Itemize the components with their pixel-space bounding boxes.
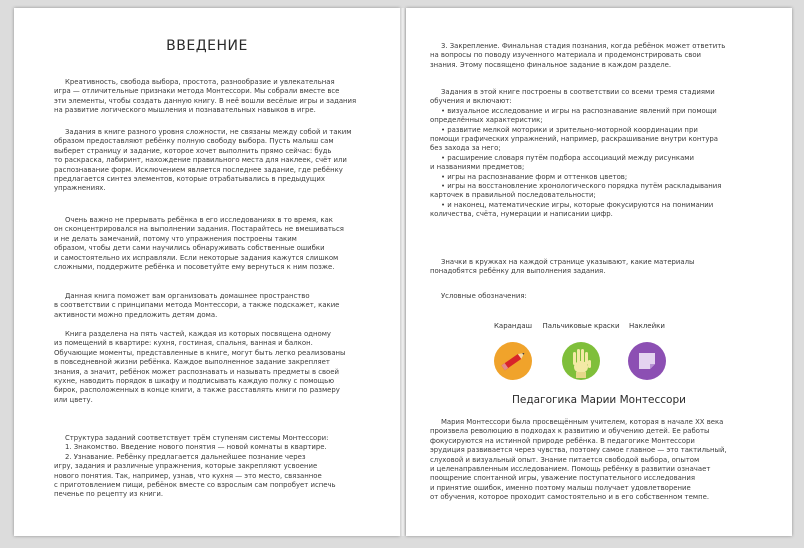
sticker-icon [628,342,666,380]
structure-paragraph: Структура заданий соответствует трём ступеням системы Монтессори: 1. Знакомство. Введение нового понятия — новой комнаты в квартире. 2. Узнавание. Ребёнку предлагается дальнейшее познание через игру, задания и различные упражнения, которые закрепляют усвоение нового понятия. Так, например, узнав, что кухня — это место, связанное с приготовлением пищи, ребёнок вместе со взрослым сам попробует испечь печенье по рецепту из книги. [54,434,336,499]
tasks-paragraph: Задания в книге разного уровня сложности, не связаны между собой и таким образом предоставляют ребёнку полную свободу выбора. Пусть малыш сам выберет страницу и задание, которое хочет выполнить прямо сейчас: будь то раскраска, лабиринт, нахождение правильного места для наклеек, счёт или распознавание форм. Исключением является последнее задание, где ребёнку предлагается синтез элементов, которые отрабатывались в предыдущих упражнениях. [54,128,352,193]
legend-label-pencil: Карандаш [493,322,533,330]
right-page [406,8,792,536]
page-title: ВВЕДЕНИЕ [166,38,248,54]
legend-label-stickers: Наклейки [629,322,665,330]
attention-paragraph: Очень важно не прерывать ребёнка в его исследованиях в то время, как он сконцентрировался на выполнении задания. Постарайтесь не вмешиваться и не делать замечаний, потому что упражнения построены таким образом, чтобы дети сами научились обнаруживать собственные ошибки и самостоятельно их исправляли. Если некоторые задания кажутся слишком сложными, поддержите ребёнка и посоветуйте ему вернуться к ним позже. [54,216,344,272]
book-parts-paragraph: Книга разделена на пять частей, каждая из которых посвящена одному из помещений в квартире: кухня, гостиная, спальня, ванная и балкон. Обучающие моменты, представленные в книге, могут быть легко реализованы в повседневной жизни ребёнка. Каждое выполненное задание закрепляет знания, а значит, ребёнок может распознавать и называть предметы в своей кухне, наводить порядок в шкафу и подписывать каждую полку с помощью бирок, расположенных в конце книги, а также расставлять книги по размеру или цвету. [54,330,346,404]
legend-heading: Условные обозначения: [430,292,527,300]
paint-hand-icon [562,342,600,380]
legend-label-paint: Пальчиковые краски [542,322,620,330]
icons-paragraph: Значки в кружках на каждой странице указывают, какие материалы понадобятся ребёнку для выполнения задания. [430,258,695,276]
left-page [14,8,400,536]
stages-paragraph: Задания в этой книге построены в соответствии со всеми тремя стадиями обучения и включают: • визуальное исследование и игры на распознавание явлений при помощи определённых характеристик; • развитие мелкой моторики и зрительно-моторной координации при помощи графических упражнений, например, раскрашивание внутри контура без захода за него; • расширение словаря путём подбора ассоциаций между рисунками и названиями предметов; • игры на распознавание форм и оттенков цветов; • игры на восстановление хронологического порядка путём раскладывания карточек в правильной последовательности; • и наконец, математические игры, которые фокусируются на понимании количества, счёта, нумерации и написании цифр. [430,88,722,219]
montessori-bio: Мария Монтессори была просвещённым учителем, которая в начале XX века произвела революцию в подходах к развитию и обучению детей. Ее работы фокусируются на истинной природе ребёнка. В педагогике Монтессори эрудиция развивается через чувства, поэтому самое главное — это тактильный, слуховой и визуальный опыт. Знание питается свободой выбора, опытом и целенаправленным исследованием. Помощь ребёнку в развитии означает поощрение спонтанной игры, уважение поступательного исследования и принятие ошибок, именно поэтому малыш получает удовлетворение от обучения, которое проходит самостоятельно и в его собственном темпе. [430,418,727,502]
montessori-heading: Педагогика Марии Монтессори [512,394,686,406]
home-space-paragraph: Данная книга поможет вам организовать домашнее пространство в соответствии с принципами метода Монтессори, а также подскажет, какие активности можно предложить детям дома. [54,292,340,319]
consolidation-paragraph: 3. Закрепление. Финальная стадия познания, когда ребёнок может ответить на вопросы по поводу изученного материала и продемонстрировать свои знания. Этому посвящено финальное задание в каждом разделе. [430,42,726,69]
pencil-icon [494,342,532,380]
intro-paragraph: Креативность, свобода выбора, простота, разнообразие и увлекательная игра — отличительные признаки метода Монтессори. Мы собрали вместе все эти элементы, чтобы создать данную книгу. В неё вошли весёлые игры и задания на развитие логического мышления и познавательных навыков в игре. [54,78,357,115]
